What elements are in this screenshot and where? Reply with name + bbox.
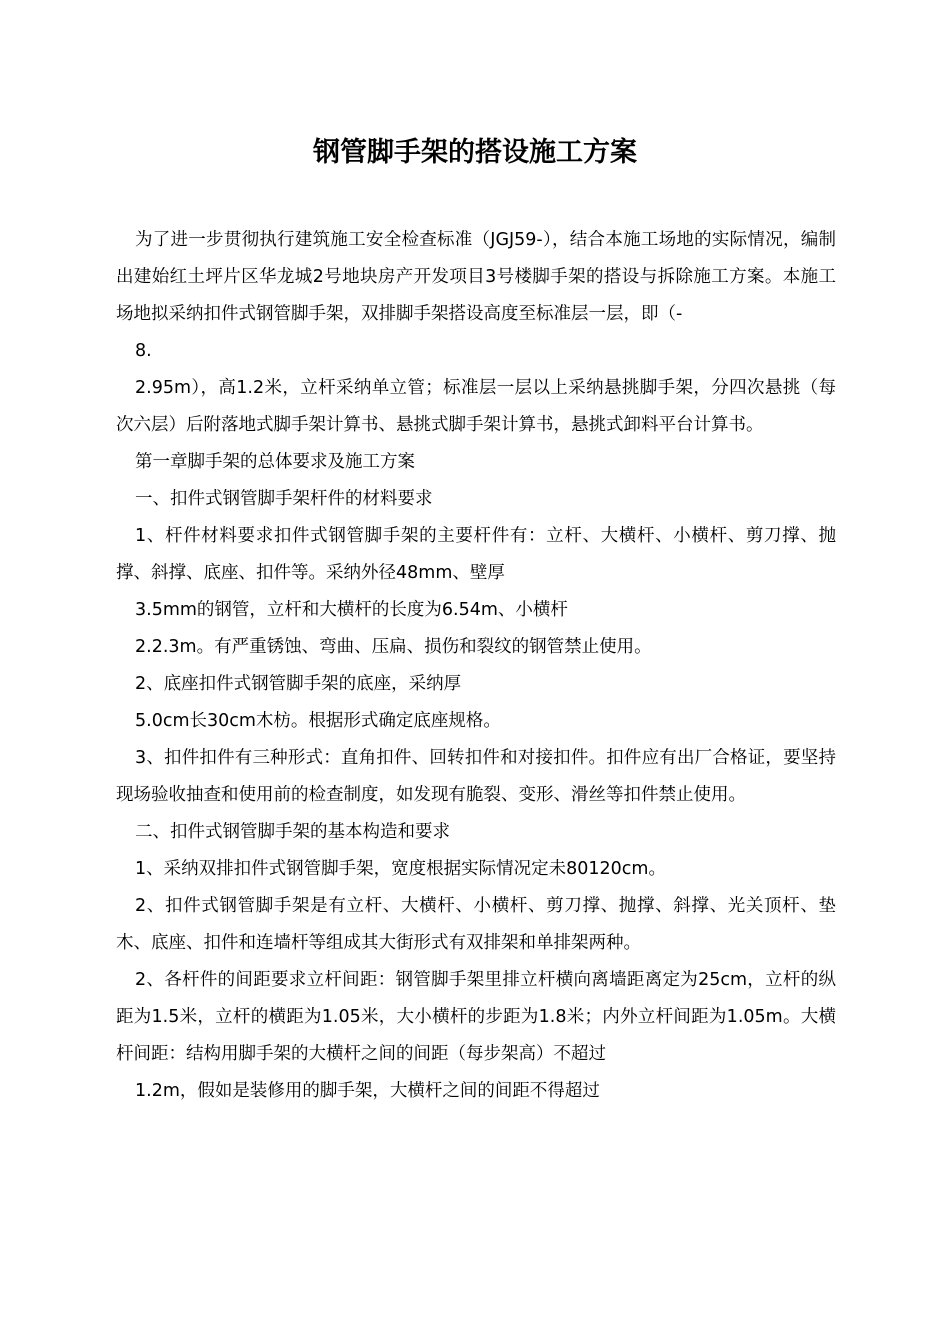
paragraph: 为了进一步贯彻执行建筑施工安全检查标准（JGJ59-），结合本施工场地的实际情况，编制出建始红土坪片区华龙城2号地块房产开发项目3号楼脚手架的搭设与拆除施工方案。本施工场地拟采纳扣件式钢管脚手架，双排脚手架搭设高度至标准层一层，即（- xyxy=(116,230,836,324)
document-body xyxy=(116,222,836,1110)
paragraph: 2.95m），高1.2米，立杆采纳单立管；标准层一层以上采纳悬挑脚手架，分四次悬挑（每次六层）后附落地式脚手架计算书、悬挑式脚手架计算书，悬挑式卸料平台计算书。 xyxy=(116,378,836,435)
paragraph: 2、底座扣件式钢管脚手架的底座，采纳厚 xyxy=(135,674,462,694)
chapter-heading: 第一章脚手架的总体要求及施工方案 xyxy=(135,452,415,472)
paragraph: 5.0cm长30cm木枋。根据形式确定底座规格。 xyxy=(135,711,501,731)
paragraph: 2.2.3m。有严重锈蚀、弯曲、压扁、损伤和裂纹的钢管禁止使用。 xyxy=(135,637,652,657)
paragraph: 1、采纳双排扣件式钢管脚手架，宽度根据实际情况定未80120cm。 xyxy=(135,859,666,879)
paragraph: 1、杆件材料要求扣件式钢管脚手架的主要杆件有：立杆、大横杆、小横杆、剪刀撑、抛撑、斜撑、底座、扣件等。采纳外径48mm、壁厚 xyxy=(116,526,836,583)
paragraph: 8. xyxy=(135,341,152,361)
paragraph: 3.5mm的钢管，立杆和大横杆的长度为6.54m、小横杆 xyxy=(135,600,568,620)
document-title: 钢管脚手架的搭设施工方案 xyxy=(313,137,637,168)
section-heading: 二、扣件式钢管脚手架的基本构造和要求 xyxy=(135,822,450,842)
section-heading: 一、扣件式钢管脚手架杆件的材料要求 xyxy=(135,489,433,509)
paragraph: 2、扣件式钢管脚手架是有立杆、大横杆、小横杆、剪刀撑、抛撑、斜撑、光关顶杆、垫木、底座、扣件和连墙杆等组成其大街形式有双排架和单排架两种。 xyxy=(116,896,836,953)
paragraph: 2、各杆件的间距要求立杆间距：钢管脚手架里排立杆横向离墙距离定为25cm，立杆的纵距为1.5米，立杆的横距为1.05米，大小横杆的步距为1.8米；内外立杆间距为1.05m。大横杆间距：结构用脚手架的大横杆之间的间距（每步架高）不超过 xyxy=(116,970,836,1064)
paragraph: 3、扣件扣件有三种形式：直角扣件、回转扣件和对接扣件。扣件应有出厂合格证，要坚持现场验收抽查和使用前的检查制度，如发现有脆裂、变形、滑丝等扣件禁止使用。 xyxy=(116,748,836,805)
paragraph: 1.2m，假如是装修用的脚手架，大横杆之间的间距不得超过 xyxy=(135,1081,600,1101)
